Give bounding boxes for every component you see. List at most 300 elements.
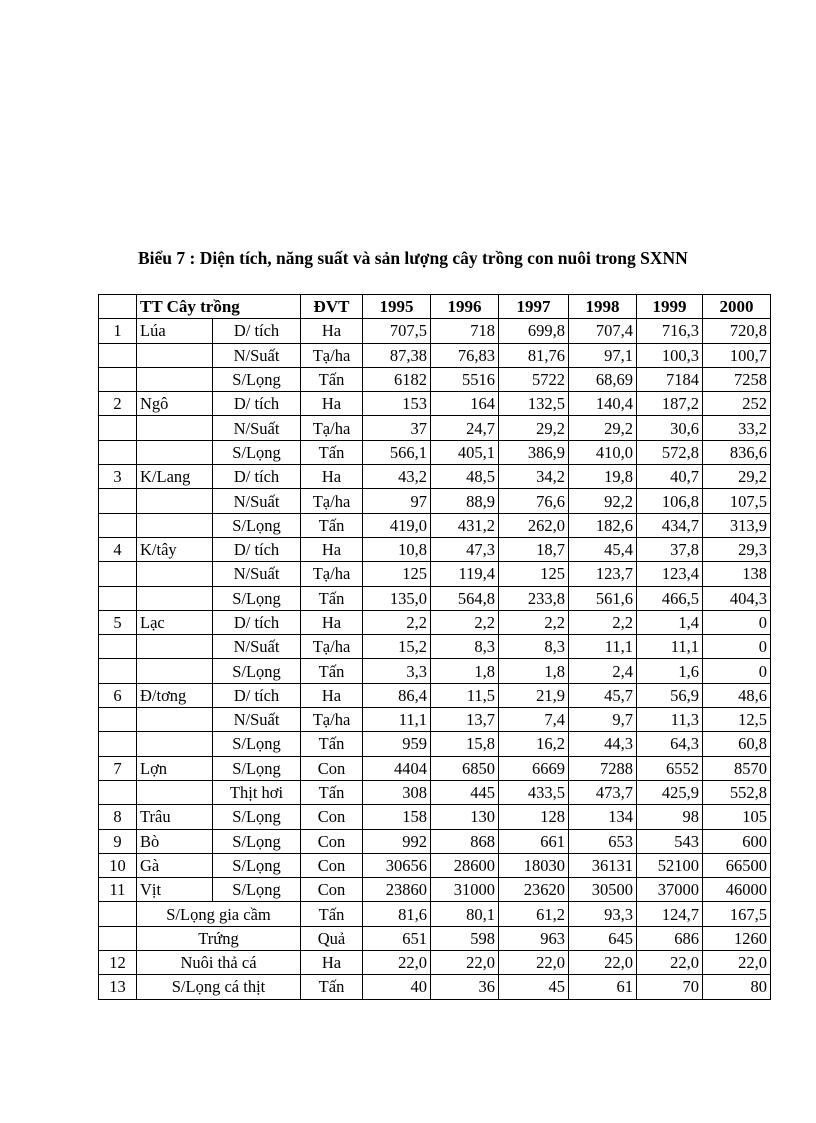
row-number-cell: [99, 708, 137, 732]
value-cell: 1,8: [431, 659, 499, 683]
value-cell: 561,6: [569, 586, 637, 610]
row-number-cell: 8: [99, 805, 137, 829]
value-cell: 1,6: [637, 659, 703, 683]
row-number-cell: [99, 586, 137, 610]
header-year-cell: 2000: [703, 295, 771, 319]
crop-name-cell: [137, 708, 213, 732]
crop-name-cell: [137, 416, 213, 440]
unit-cell: Tấn: [301, 732, 363, 756]
value-cell: 466,5: [637, 586, 703, 610]
value-cell: 600: [703, 829, 771, 853]
value-cell: 124,7: [637, 902, 703, 926]
value-cell: 19,8: [569, 465, 637, 489]
row-number-cell: 12: [99, 951, 137, 975]
table-row: [99, 926, 771, 950]
table-row: [99, 829, 771, 853]
page-title: Biểu 7 : Diện tích, năng suất và sản lượng cây trồng con nuôi trong SXNN: [138, 248, 688, 268]
value-cell: 46000: [703, 878, 771, 902]
value-cell: 11,5: [431, 683, 499, 707]
value-cell: 97,1: [569, 343, 637, 367]
table-header-row: [99, 295, 771, 319]
value-cell: 45: [499, 975, 569, 999]
crop-name-cell: Ngô: [137, 392, 213, 416]
crop-name-cell: Lạc: [137, 610, 213, 634]
crop-name-cell: Lợn: [137, 756, 213, 780]
value-cell: 7288: [569, 756, 637, 780]
value-cell: 15,2: [363, 635, 431, 659]
value-cell: 28600: [431, 853, 499, 877]
crop-name-cell: [137, 367, 213, 391]
value-cell: 66500: [703, 853, 771, 877]
indicator-cell: N/Suất: [213, 343, 301, 367]
crop-name-cell: Lúa: [137, 319, 213, 343]
value-cell: 18,7: [499, 537, 569, 561]
value-cell: 21,9: [499, 683, 569, 707]
table-row: [99, 610, 771, 634]
value-cell: 22,0: [703, 951, 771, 975]
table-row: [99, 975, 771, 999]
value-cell: 6850: [431, 756, 499, 780]
unit-cell: Tấn: [301, 902, 363, 926]
value-cell: 37000: [637, 878, 703, 902]
table-row: [99, 343, 771, 367]
indicator-cell: S/Lọng: [213, 440, 301, 464]
row-number-cell: 11: [99, 878, 137, 902]
value-cell: 10,8: [363, 537, 431, 561]
value-cell: 572,8: [637, 440, 703, 464]
value-cell: 11,1: [569, 635, 637, 659]
table-row: [99, 659, 771, 683]
value-cell: 87,38: [363, 343, 431, 367]
value-cell: 48,6: [703, 683, 771, 707]
row-number-cell: [99, 343, 137, 367]
table-row: [99, 537, 771, 561]
value-cell: 182,6: [569, 513, 637, 537]
row-number-cell: 5: [99, 610, 137, 634]
row-number-cell: [99, 902, 137, 926]
value-cell: 187,2: [637, 392, 703, 416]
indicator-cell: S/Lọng: [213, 586, 301, 610]
value-cell: 135,0: [363, 586, 431, 610]
value-cell: 431,2: [431, 513, 499, 537]
value-cell: 12,5: [703, 708, 771, 732]
value-cell: 2,2: [499, 610, 569, 634]
table-row: [99, 732, 771, 756]
crop-name-cell: [137, 732, 213, 756]
row-number-cell: [99, 926, 137, 950]
value-cell: 566,1: [363, 440, 431, 464]
indicator-cell: S/Lọng: [213, 756, 301, 780]
value-cell: 68,69: [569, 367, 637, 391]
unit-cell: Ha: [301, 683, 363, 707]
value-cell: 5722: [499, 367, 569, 391]
indicator-cell: S/Lọng: [213, 829, 301, 853]
value-cell: 123,4: [637, 562, 703, 586]
table-row: [99, 683, 771, 707]
value-cell: 959: [363, 732, 431, 756]
table-row: [99, 780, 771, 804]
summary-label-cell: S/Lọng cá thịt: [137, 975, 301, 999]
value-cell: 107,5: [703, 489, 771, 513]
crop-name-cell: [137, 635, 213, 659]
indicator-cell: S/Lọng: [213, 367, 301, 391]
indicator-cell: N/Suất: [213, 562, 301, 586]
crop-name-cell: [137, 343, 213, 367]
unit-cell: Tạ/ha: [301, 343, 363, 367]
unit-cell: Tấn: [301, 367, 363, 391]
value-cell: 37: [363, 416, 431, 440]
value-cell: 37,8: [637, 537, 703, 561]
value-cell: 100,3: [637, 343, 703, 367]
table-row: [99, 416, 771, 440]
value-cell: 7184: [637, 367, 703, 391]
unit-cell: Ha: [301, 319, 363, 343]
value-cell: 6182: [363, 367, 431, 391]
crop-name-cell: Đ/tơng: [137, 683, 213, 707]
value-cell: 22,0: [499, 951, 569, 975]
row-number-cell: 1: [99, 319, 137, 343]
table-row: [99, 902, 771, 926]
value-cell: 1,4: [637, 610, 703, 634]
unit-cell: Ha: [301, 610, 363, 634]
crop-name-cell: Trâu: [137, 805, 213, 829]
unit-cell: Tạ/ha: [301, 562, 363, 586]
row-number-cell: [99, 367, 137, 391]
value-cell: 92,2: [569, 489, 637, 513]
value-cell: 405,1: [431, 440, 499, 464]
value-cell: 4404: [363, 756, 431, 780]
indicator-cell: D/ tích: [213, 465, 301, 489]
row-number-cell: 7: [99, 756, 137, 780]
row-number-cell: 2: [99, 392, 137, 416]
unit-cell: Ha: [301, 392, 363, 416]
value-cell: 233,8: [499, 586, 569, 610]
value-cell: 88,9: [431, 489, 499, 513]
value-cell: 720,8: [703, 319, 771, 343]
indicator-cell: Thịt hơi: [213, 780, 301, 804]
value-cell: 48,5: [431, 465, 499, 489]
value-cell: 2,2: [569, 610, 637, 634]
crop-name-cell: K/tây: [137, 537, 213, 561]
value-cell: 29,3: [703, 537, 771, 561]
unit-cell: Tạ/ha: [301, 489, 363, 513]
value-cell: 419,0: [363, 513, 431, 537]
indicator-cell: N/Suất: [213, 489, 301, 513]
value-cell: 718: [431, 319, 499, 343]
value-cell: 80: [703, 975, 771, 999]
value-cell: 76,6: [499, 489, 569, 513]
indicator-cell: N/Suất: [213, 416, 301, 440]
crop-name-cell: [137, 513, 213, 537]
value-cell: 98: [637, 805, 703, 829]
unit-cell: Quả: [301, 926, 363, 950]
header-year-cell: 1997: [499, 295, 569, 319]
value-cell: 30500: [569, 878, 637, 902]
row-number-cell: 6: [99, 683, 137, 707]
value-cell: 47,3: [431, 537, 499, 561]
unit-cell: Tấn: [301, 659, 363, 683]
value-cell: 3,3: [363, 659, 431, 683]
value-cell: 6552: [637, 756, 703, 780]
data-table: [98, 294, 771, 1000]
value-cell: 106,8: [637, 489, 703, 513]
indicator-cell: D/ tích: [213, 392, 301, 416]
indicator-cell: S/Lọng: [213, 732, 301, 756]
summary-label-cell: Nuôi thả cá: [137, 951, 301, 975]
value-cell: 100,7: [703, 343, 771, 367]
value-cell: 9,7: [569, 708, 637, 732]
value-cell: 24,7: [431, 416, 499, 440]
unit-cell: Con: [301, 829, 363, 853]
value-cell: 44,3: [569, 732, 637, 756]
value-cell: 30656: [363, 853, 431, 877]
row-number-cell: [99, 440, 137, 464]
value-cell: 8,3: [499, 635, 569, 659]
header-year-cell: 1996: [431, 295, 499, 319]
value-cell: 105: [703, 805, 771, 829]
indicator-cell: S/Lọng: [213, 878, 301, 902]
value-cell: 386,9: [499, 440, 569, 464]
row-number-cell: 13: [99, 975, 137, 999]
row-number-cell: [99, 732, 137, 756]
value-cell: 686: [637, 926, 703, 950]
value-cell: 18030: [499, 853, 569, 877]
value-cell: 29,2: [703, 465, 771, 489]
table-row: [99, 586, 771, 610]
crop-name-cell: [137, 659, 213, 683]
value-cell: 0: [703, 610, 771, 634]
value-cell: 36131: [569, 853, 637, 877]
value-cell: 11,3: [637, 708, 703, 732]
value-cell: 167,5: [703, 902, 771, 926]
value-cell: 13,7: [431, 708, 499, 732]
value-cell: 128: [499, 805, 569, 829]
value-cell: 433,5: [499, 780, 569, 804]
value-cell: 31000: [431, 878, 499, 902]
crop-name-cell: K/Lang: [137, 465, 213, 489]
value-cell: 43,2: [363, 465, 431, 489]
value-cell: 543: [637, 829, 703, 853]
value-cell: 313,9: [703, 513, 771, 537]
value-cell: 45,7: [569, 683, 637, 707]
value-cell: 97: [363, 489, 431, 513]
table-row: [99, 513, 771, 537]
indicator-cell: D/ tích: [213, 683, 301, 707]
row-number-cell: [99, 416, 137, 440]
value-cell: 645: [569, 926, 637, 950]
value-cell: 963: [499, 926, 569, 950]
row-number-cell: 9: [99, 829, 137, 853]
value-cell: 15,8: [431, 732, 499, 756]
value-cell: 34,2: [499, 465, 569, 489]
value-cell: 564,8: [431, 586, 499, 610]
value-cell: 40,7: [637, 465, 703, 489]
crop-name-cell: [137, 562, 213, 586]
summary-label-cell: S/Lọng gia cầm: [137, 902, 301, 926]
header-year-cell: 1999: [637, 295, 703, 319]
unit-cell: Tạ/ha: [301, 416, 363, 440]
value-cell: 308: [363, 780, 431, 804]
crop-name-cell: [137, 780, 213, 804]
indicator-cell: D/ tích: [213, 537, 301, 561]
value-cell: 36: [431, 975, 499, 999]
row-number-cell: [99, 513, 137, 537]
value-cell: 6669: [499, 756, 569, 780]
value-cell: 153: [363, 392, 431, 416]
value-cell: 0: [703, 659, 771, 683]
unit-cell: Con: [301, 756, 363, 780]
summary-label-cell: Trứng: [137, 926, 301, 950]
header-unit-cell: ĐVT: [301, 295, 363, 319]
value-cell: 653: [569, 829, 637, 853]
value-cell: 81,76: [499, 343, 569, 367]
value-cell: 45,4: [569, 537, 637, 561]
value-cell: 707,4: [569, 319, 637, 343]
crop-name-cell: [137, 440, 213, 464]
value-cell: 552,8: [703, 780, 771, 804]
table-row: [99, 562, 771, 586]
crop-name-cell: Vịt: [137, 878, 213, 902]
value-cell: 64,3: [637, 732, 703, 756]
value-cell: 1260: [703, 926, 771, 950]
value-cell: 445: [431, 780, 499, 804]
value-cell: 661: [499, 829, 569, 853]
table-row: [99, 465, 771, 489]
crop-name-cell: Bò: [137, 829, 213, 853]
value-cell: 2,4: [569, 659, 637, 683]
row-number-cell: [99, 659, 137, 683]
value-cell: 123,7: [569, 562, 637, 586]
value-cell: 61: [569, 975, 637, 999]
value-cell: 425,9: [637, 780, 703, 804]
value-cell: 22,0: [637, 951, 703, 975]
indicator-cell: D/ tích: [213, 610, 301, 634]
value-cell: 11,1: [637, 635, 703, 659]
value-cell: 29,2: [499, 416, 569, 440]
value-cell: 7258: [703, 367, 771, 391]
table-row: [99, 805, 771, 829]
header-year-cell: 1998: [569, 295, 637, 319]
table-row: [99, 489, 771, 513]
value-cell: 22,0: [431, 951, 499, 975]
value-cell: 868: [431, 829, 499, 853]
header-crop-cell: TT Cây trồng: [137, 295, 301, 319]
value-cell: 262,0: [499, 513, 569, 537]
value-cell: 23860: [363, 878, 431, 902]
value-cell: 410,0: [569, 440, 637, 464]
value-cell: 81,6: [363, 902, 431, 926]
table-row: [99, 635, 771, 659]
unit-cell: Con: [301, 878, 363, 902]
value-cell: 70: [637, 975, 703, 999]
value-cell: 134: [569, 805, 637, 829]
indicator-cell: S/Lọng: [213, 513, 301, 537]
value-cell: 29,2: [569, 416, 637, 440]
table-row: [99, 440, 771, 464]
indicator-cell: S/Lọng: [213, 659, 301, 683]
table-row: [99, 392, 771, 416]
value-cell: 434,7: [637, 513, 703, 537]
value-cell: 2,2: [431, 610, 499, 634]
value-cell: 651: [363, 926, 431, 950]
value-cell: 16,2: [499, 732, 569, 756]
value-cell: 11,1: [363, 708, 431, 732]
indicator-cell: N/Suất: [213, 635, 301, 659]
value-cell: 699,8: [499, 319, 569, 343]
unit-cell: Tấn: [301, 780, 363, 804]
indicator-cell: S/Lọng: [213, 853, 301, 877]
value-cell: 7,4: [499, 708, 569, 732]
value-cell: 60,8: [703, 732, 771, 756]
table-row: [99, 853, 771, 877]
value-cell: 707,5: [363, 319, 431, 343]
value-cell: 119,4: [431, 562, 499, 586]
unit-cell: Tấn: [301, 513, 363, 537]
crop-name-cell: [137, 586, 213, 610]
value-cell: 8570: [703, 756, 771, 780]
value-cell: 76,83: [431, 343, 499, 367]
unit-cell: Ha: [301, 537, 363, 561]
row-number-cell: [99, 635, 137, 659]
row-number-cell: 4: [99, 537, 137, 561]
value-cell: 2,2: [363, 610, 431, 634]
crop-name-cell: Gà: [137, 853, 213, 877]
value-cell: 5516: [431, 367, 499, 391]
value-cell: 252: [703, 392, 771, 416]
unit-cell: Ha: [301, 951, 363, 975]
value-cell: 836,6: [703, 440, 771, 464]
indicator-cell: N/Suất: [213, 708, 301, 732]
value-cell: 40: [363, 975, 431, 999]
row-number-cell: 10: [99, 853, 137, 877]
value-cell: 1,8: [499, 659, 569, 683]
row-number-cell: [99, 489, 137, 513]
value-cell: 125: [499, 562, 569, 586]
header-year-cell: 1995: [363, 295, 431, 319]
unit-cell: Tấn: [301, 440, 363, 464]
unit-cell: Tấn: [301, 975, 363, 999]
value-cell: 140,4: [569, 392, 637, 416]
value-cell: 158: [363, 805, 431, 829]
value-cell: 52100: [637, 853, 703, 877]
table-row: [99, 367, 771, 391]
value-cell: 138: [703, 562, 771, 586]
value-cell: 992: [363, 829, 431, 853]
crop-name-cell: [137, 489, 213, 513]
value-cell: 30,6: [637, 416, 703, 440]
table-row: [99, 708, 771, 732]
row-number-cell: [99, 562, 137, 586]
unit-cell: Tạ/ha: [301, 635, 363, 659]
value-cell: 598: [431, 926, 499, 950]
value-cell: 132,5: [499, 392, 569, 416]
value-cell: 86,4: [363, 683, 431, 707]
value-cell: 473,7: [569, 780, 637, 804]
value-cell: 61,2: [499, 902, 569, 926]
table-row: [99, 878, 771, 902]
row-number-cell: 3: [99, 465, 137, 489]
header-tt-cell: [99, 295, 137, 319]
value-cell: 56,9: [637, 683, 703, 707]
value-cell: 125: [363, 562, 431, 586]
indicator-cell: D/ tích: [213, 319, 301, 343]
value-cell: 22,0: [363, 951, 431, 975]
value-cell: 130: [431, 805, 499, 829]
indicator-cell: S/Lọng: [213, 805, 301, 829]
table-row: [99, 951, 771, 975]
unit-cell: Tạ/ha: [301, 708, 363, 732]
value-cell: 716,3: [637, 319, 703, 343]
